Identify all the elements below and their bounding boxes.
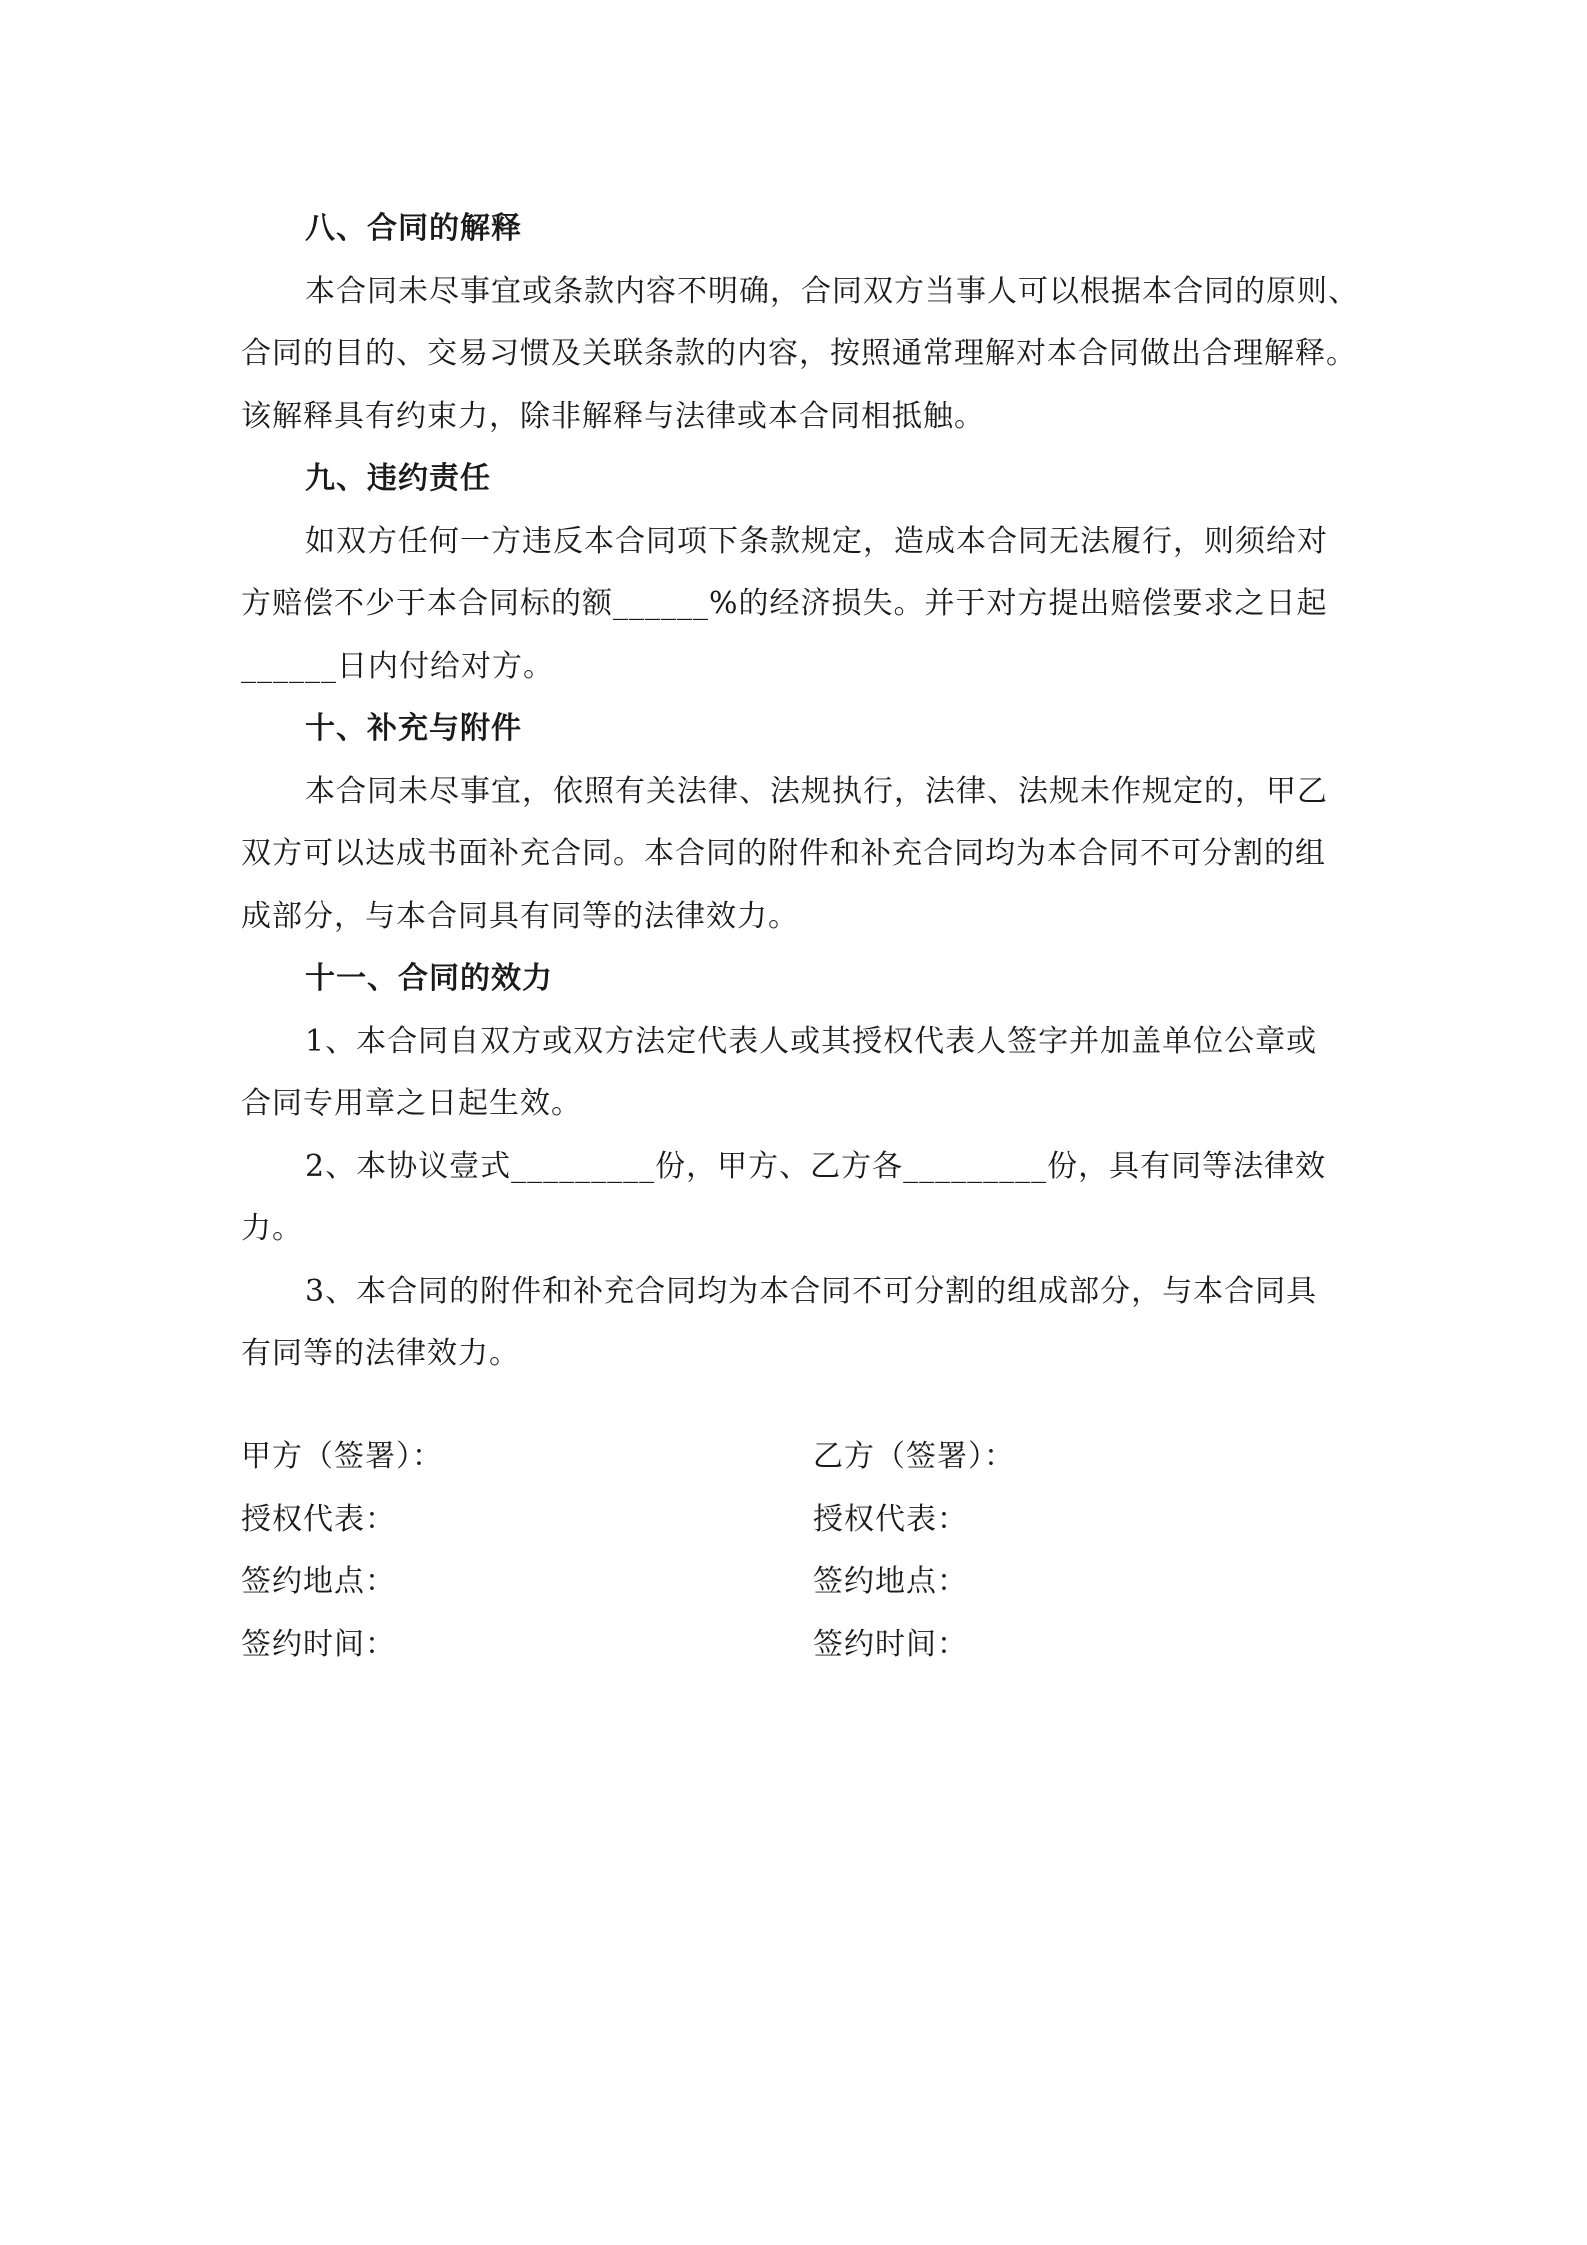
party-a-place-label: 签约地点：: [241, 1564, 396, 1599]
signature-row-time: [241, 1614, 1353, 1677]
party-b-place-label: 签约地点：: [813, 1564, 968, 1599]
paragraph-line: ______日内付给对方。: [241, 648, 554, 684]
section-heading-supplements: 十、补充与附件: [305, 711, 522, 746]
paragraph-line: 成部分，与本合同具有同等的法律效力。: [241, 898, 799, 934]
paragraph-line: 本合同未尽事宜或条款内容不明确，合同双方当事人可以根据本合同的原则、: [305, 273, 1359, 309]
paragraph-line: 力。: [241, 1211, 303, 1246]
paragraph-line: 2、本协议壹式_________份，甲方、乙方各_________份，具有同等法律效: [305, 1148, 1327, 1184]
paragraph-line: 合同的目的、交易习惯及关联条款的内容，按照通常理解对本合同做出合理解释。: [241, 336, 1357, 371]
party-a-time-label: 签约时间：: [241, 1626, 396, 1662]
paragraph-line: 本合同未尽事宜，依照有关法律、法规执行，法律、法规未作规定的，甲乙: [305, 773, 1328, 809]
signature-row-representative: [241, 1489, 1353, 1552]
paragraph-line: 1、本合同自双方或双方法定代表人或其授权代表人签字并加盖单位公章或: [305, 1023, 1318, 1059]
signature-block: [241, 1426, 1353, 1676]
signature-row-place: [241, 1551, 1353, 1614]
party-b-representative-label: 授权代表：: [813, 1501, 968, 1537]
party-a-representative-label: 授权代表：: [241, 1501, 396, 1537]
signature-row-sign: [241, 1426, 1353, 1489]
party-b-sign-label: 乙方（签署）：: [813, 1439, 1015, 1474]
section-heading-liability: 九、违约责任: [305, 461, 491, 496]
paragraph-line: 方赔偿不少于本合同标的额______%的经济损失。并于对方提出赔偿要求之日起: [241, 586, 1328, 621]
party-a-sign-label: 甲方（签署）：: [241, 1439, 443, 1474]
paragraph-line: 3、本合同的附件和补充合同均为本合同不可分割的组成部分，与本合同具: [305, 1273, 1318, 1309]
paragraph-line: 有同等的法律效力。: [241, 1336, 520, 1371]
section-heading-interpretation: 八、合同的解释: [305, 211, 522, 246]
paragraph-line: 该解释具有约束力，除非解释与法律或本合同相抵触。: [241, 398, 985, 434]
paragraph-line: 如双方任何一方违反本合同项下条款规定，造成本合同无法履行，则须给对: [305, 523, 1328, 559]
paragraph-line: 合同专用章之日起生效。: [241, 1086, 582, 1121]
contract-body: [241, 198, 1359, 1386]
party-b-time-label: 签约时间：: [813, 1626, 968, 1662]
section-heading-validity: 十一、合同的效力: [305, 961, 553, 996]
paragraph-line: 双方可以达成书面补充合同。本合同的附件和补充合同均为本合同不可分割的组: [241, 836, 1326, 871]
